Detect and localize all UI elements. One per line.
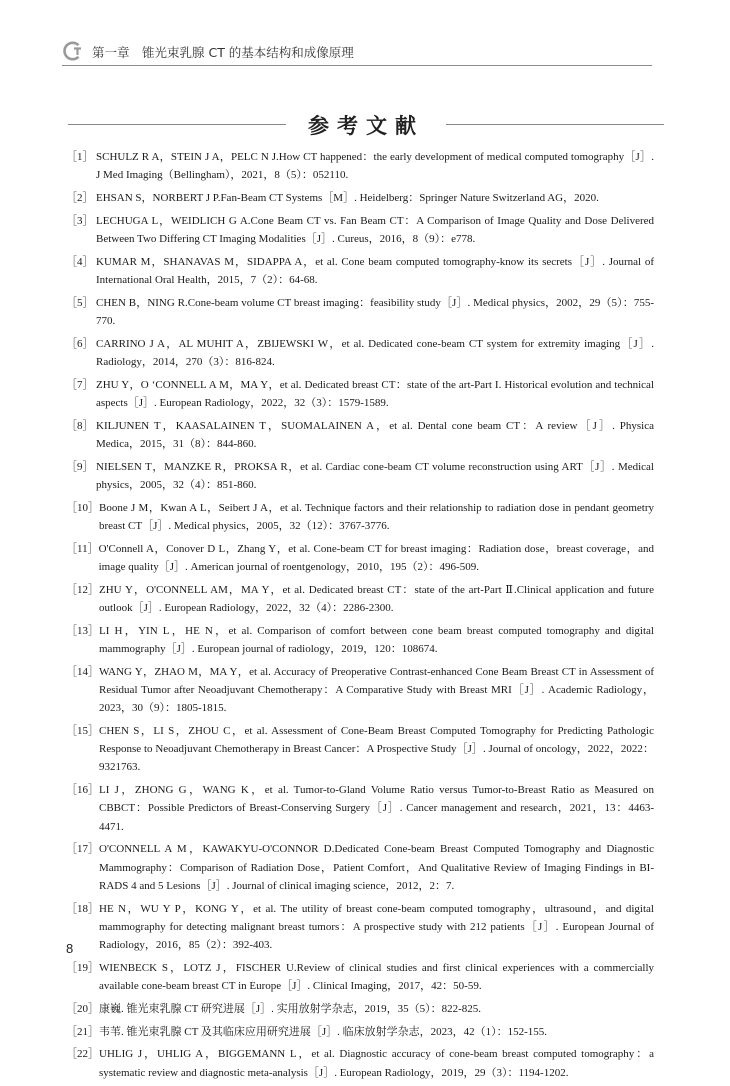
reference-text: NIELSEN T，MANZKE R，PROKSA R，et al. Cardiac cone-beam CT volume reconstruction using ART［J］. Medical physics，2005，32（4）：851-860. [96, 460, 654, 491]
reference-item [66, 540, 654, 576]
reference-number: ［11］ [66, 542, 99, 555]
reference-text: CHEN S，LI S，ZHOU C，et al. Assessment of Cone-Beam Breast Computed Tomography for Predicting Pathologic Response to Neoadjuvant Chemotherapy in Breast Cancer：A Prospective Study［J］. Journal of oncology，2022，2022：9321763. [99, 725, 654, 774]
reference-text: SCHULZ R A，STEIN J A，PELC N J.How CT happened：the early development of medical computed tomography［J］. J Med Imaging（Bellingham），2021，8（5）：052110. [96, 151, 654, 182]
reference-item [66, 840, 654, 895]
reference-item [66, 458, 654, 494]
reference-item [66, 417, 654, 453]
reference-number: ［10］ [66, 501, 99, 514]
reference-text: CARRINO J A，AL MUHIT A，ZBIJEWSKI W，et al. Dedicated cone-beam CT system for extremity imaging［J］. Radiology，2014，270（3）：816-824. [96, 337, 654, 368]
reference-text: LI J，ZHONG G，WANG K，et al. Tumor-to-Gland Volume Ratio versus Tumor-to-Breast Ratio as Measured on CBBCT：Possible Predictors of Breast-Conserving Surgery［J］. Cancer management and research，2021，13：4463-4471. [99, 784, 654, 833]
reference-number: ［7］ [66, 378, 94, 391]
reference-number: ［20］ [66, 1002, 99, 1015]
reference-number: ［4］ [66, 255, 94, 268]
reference-number: ［19］ [66, 961, 99, 974]
reference-number: ［8］ [66, 419, 94, 432]
reference-text: WIENBECK S，LOTZ J，FISCHER U.Review of clinical studies and first clinical experiences with a commercially available cone-beam breast CT in Europe［J］. Clinical Imaging，2017，42：50-59. [99, 961, 654, 993]
reference-number: ［6］ [66, 337, 94, 350]
reference-item [66, 622, 654, 658]
reference-number: ［3］ [66, 214, 94, 227]
reference-list [66, 148, 654, 1086]
reference-number: ［15］ [66, 725, 99, 737]
reference-text: KILJUNEN T，KAASALAINEN T，SUOMALAINEN A，et al. Dental cone beam CT：A review［J］. Physica Medica，2015，31（8）：844-860. [96, 419, 654, 450]
reference-item [66, 900, 654, 955]
reference-item [66, 499, 654, 535]
reference-number: ［21］ [66, 1025, 99, 1038]
reference-item [66, 1000, 654, 1018]
reference-number: ［12］ [66, 583, 99, 596]
reference-item [66, 722, 654, 777]
reference-number: ［16］ [66, 784, 99, 797]
reference-item [66, 581, 654, 617]
reference-item [66, 212, 654, 248]
reference-number: ［9］ [66, 460, 94, 473]
header-divider [62, 65, 652, 66]
reference-number: ［22］ [66, 1048, 99, 1061]
reference-text: CHEN B，NING R.Cone-beam volume CT breast imaging：feasibility study［J］. Medical physics，2002，29（5）：755-770. [96, 296, 654, 327]
chapter-c-logo-icon [62, 40, 84, 62]
reference-text: WANG Y，ZHAO M，MA Y，et al. Accuracy of Preoperative Contrast-enhanced Cone Beam Breast CT in Assessment of Residual Tumor after Neoadjuvant Chemotherapy：A Comparative Study with Breast MRI［J］. Academic Radiology，2023，30（9）：1805-1815. [99, 665, 654, 715]
reference-number: ［5］ [66, 296, 94, 309]
reference-item [66, 663, 654, 718]
page-header [62, 38, 652, 68]
reference-text: 韦苇. 锥光束乳腺 CT 及其临床应用研究进展［J］. 临床放射学杂志，2023，42（1）：152-155. [99, 1025, 548, 1038]
reference-item [66, 376, 654, 412]
reference-text: 康巍. 锥光束乳腺 CT 研究进展［J］. 实用放射学杂志，2019，35（5）：822-825. [99, 1002, 482, 1015]
page-number: 8 [66, 941, 74, 956]
reference-number: ［1］ [66, 151, 94, 163]
reference-number: ［14］ [66, 665, 99, 678]
reference-text: LI H，YIN L，HE N，et al. Comparison of comfort between cone beam breast computed tomography and digital mammography［J］. European journal of radiology，2019，120：108674. [99, 624, 654, 655]
reference-item [66, 959, 654, 995]
reference-item [66, 148, 654, 184]
section-title-block [68, 108, 664, 142]
reference-text: O'Connell A，Conover D L，Zhang Y，et al. Cone-beam CT for breast imaging：Radiation dose，breast coverage，and image quality［J］. American journal of roentgenology，2010，195（2）：496-509. [98, 542, 654, 573]
reference-item [66, 294, 654, 330]
reference-text: HE N，WU Y P，KONG Y，et al. The utility of breast cone-beam computed tomography，ultrasound，and digital mammography for detecting malignant breast tumors：A prospective study with 212 patients［J］. European Journal of Radiology，2016，85（2）：392-403. [99, 902, 654, 952]
reference-text: UHLIG J，UHLIG A，BIGGEMANN L，et al. Diagnostic accuracy of cone-beam breast computed tomography：a systematic review and diagnostic meta-analysis［J］. European Radiology，2019，29（3）：1194-1202. [99, 1048, 654, 1079]
reference-number: ［18］ [66, 902, 99, 915]
reference-item [66, 189, 654, 207]
chapter-title: 第一章 锥光束乳腺 CT 的基本结构和成像原理 [92, 45, 354, 60]
reference-text: O'CONNELL A M，KAWAKYU-O'CONNOR D.Dedicated Cone-beam Breast Computed Tomography and Diagnostic Mammography：Comparison of Radiation Dose，Patient Comfort，And Qualitative Review of Imaging Findings in BI-RADS 4 and 5 Lesions［J］. Journal of clinical imaging science，2012，2：7. [99, 843, 654, 892]
reference-number: ［17］ [66, 843, 99, 856]
reference-item [66, 335, 654, 371]
reference-text: ZHU Y，O'CONNELL AM，MA Y，et al. Dedicated breast CT：state of the art-Part Ⅱ.Clinical application and future outlook［J］. European Radiology，2022，32（4）：2286-2300. [99, 583, 654, 614]
reference-item [66, 1023, 654, 1041]
reference-text: KUMAR M，SHANAVAS M，SIDAPPA A，et al. Cone beam computed tomography-know its secrets［J］. Journal of International Oral Health，2015，7（2）：64-68. [96, 255, 654, 286]
reference-text: Boone J M，Kwan A L，Seibert J A，et al. Technique factors and their relationship to radiation dose in pendant geometry breast CT［J］. Medical physics，2005，32（12）：3767-3776. [99, 501, 654, 532]
title-rule-right [446, 124, 664, 125]
reference-number: ［13］ [66, 624, 99, 637]
reference-number: ［2］ [66, 192, 94, 204]
reference-item [66, 781, 654, 836]
reference-item [66, 253, 654, 289]
reference-text: ZHU Y，O ‘CONNELL A M，MA Y，et al. Dedicated breast CT：state of the art-Part I. Historical evolution and technical aspects［J］. European Radiology，2022，32（3）：1579-1589. [96, 378, 654, 409]
reference-text: EHSAN S，NORBERT J P.Fan-Beam CT Systems［M］. Heidelberg：Springer Nature Switzerland AG，2020. [96, 192, 599, 204]
reference-item [66, 1045, 654, 1081]
reference-text: LECHUGA L，WEIDLICH G A.Cone Beam CT vs. Fan Beam CT：A Comparison of Image Quality and Dose Delivered Between Two Differing CT Imaging Modalities［J］. Cureus，2016，8（9）：e778. [96, 214, 654, 245]
section-title: 参考文献 [308, 113, 424, 138]
